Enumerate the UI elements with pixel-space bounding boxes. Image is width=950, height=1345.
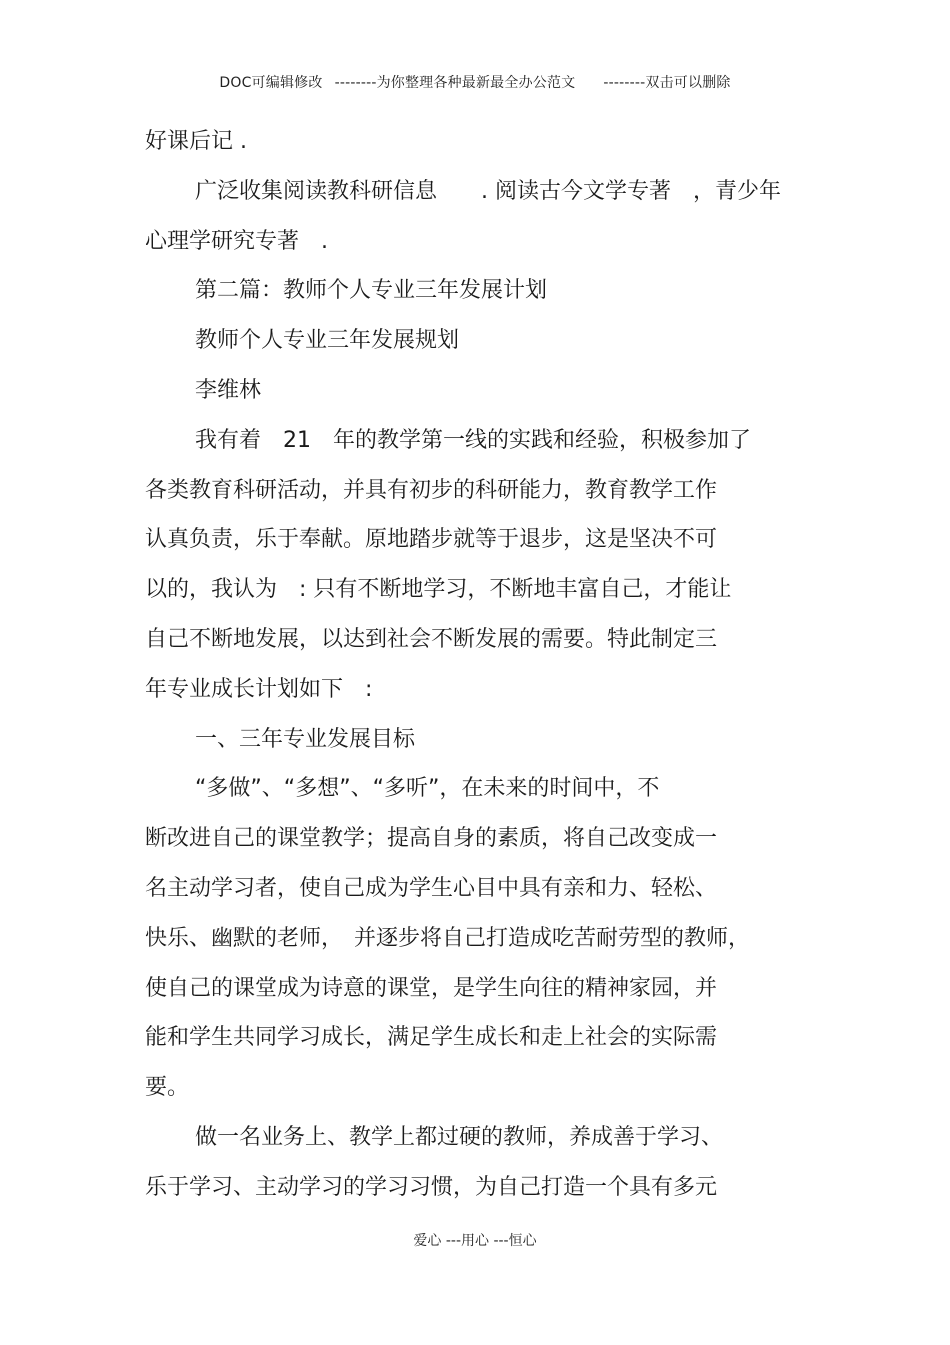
header-template-note: --------为你整理各种最新最全办公范文: [334, 75, 576, 91]
text-line: 各类教育科研活动，并具有初步的科研能力，教育教学工作: [145, 478, 718, 503]
section-heading: 一、三年专业发展目标: [195, 727, 416, 752]
section-heading: 第二篇：教师个人专业三年发展计划: [195, 278, 548, 303]
text-line: 名主动学习者，使自己成为学生心目中具有亲和力、轻松、: [145, 876, 718, 901]
header-doc-label: DOC可编辑修改: [219, 75, 323, 91]
author-name: 李维林: [195, 378, 262, 403]
text-line: 广泛收集阅读教科研信息 . 阅读古今文学专著 ，青少年: [195, 179, 781, 204]
text-line: 心理学研究专著 .: [145, 229, 328, 254]
text-line: 能和学生共同学习成长，满足学生成长和走上社会的实际需: [145, 1025, 718, 1050]
text-line: 快乐、幽默的老师， 并逐步将自己打造成吃苦耐劳型的教师，: [145, 926, 751, 951]
text-line: 自己不断地发展，以达到社会不断发展的需要。特此制定三: [145, 627, 718, 652]
text-line: 做一名业务上、教学上都过硬的教师，养成善于学习、: [195, 1125, 724, 1150]
text-line: 要。: [145, 1075, 190, 1100]
text-line: 我有着 21 年的教学第一线的实践和经验，积极参加了: [195, 428, 751, 453]
text-line: 认真负责，乐于奉献。原地踏步就等于退步，这是坚决不可: [145, 527, 718, 552]
page-header: [0, 72, 950, 92]
header-delete-note: --------双击可以删除: [603, 75, 731, 91]
text-line: 断改进自己的课堂教学；提高自身的素质，将自己改变成一: [145, 826, 718, 851]
text-line: 乐于学习、主动学习的学习习惯，为自己打造一个具有多元: [145, 1175, 718, 1200]
text-line: 使自己的课堂成为诗意的课堂，是学生向往的精神家园，并: [145, 976, 718, 1001]
text-line: 好课后记 .: [145, 129, 247, 154]
page-footer: 爱心 ---用心 ---恒心: [413, 1233, 537, 1249]
text-line: 以的，我认为 : 只有不断地学习，不断地丰富自己，才能让: [145, 577, 732, 602]
text-line: 年专业成长计划如下 :: [145, 677, 373, 702]
text-line: “多做”、“多想”、“多听”，在未来的时间中，不: [195, 776, 660, 801]
document-title: 教师个人专业三年发展规划: [195, 328, 460, 353]
